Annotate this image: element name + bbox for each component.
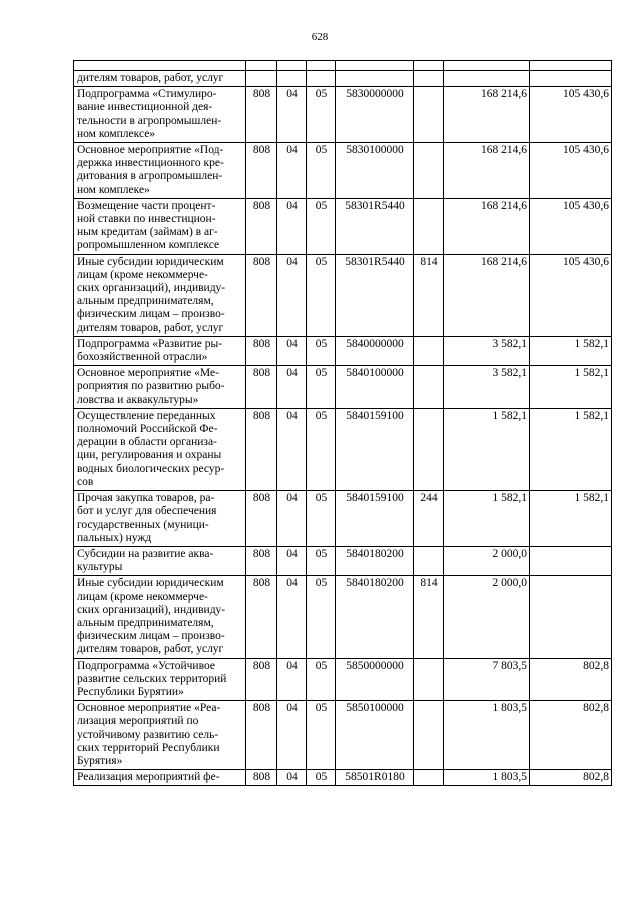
cell-ministry-code: 808 [246,198,277,254]
cell-amount-1: 1 582,1 [444,408,530,490]
cell-ministry-code: 808 [246,143,277,199]
cell-target-article: 5840159100 [336,491,414,547]
table-row [74,491,612,547]
page-number: 628 [311,31,329,43]
table-row [74,336,612,365]
cell-ministry-code: 808 [246,491,277,547]
cell-section-code: 04 [277,87,307,143]
cell-amount-2: 105 430,6 [530,254,612,336]
cell-expense-type [414,366,444,409]
cell-name: Подпрограмма «Устойчивое развитие сельских территорий Республики Бурятии» [74,658,246,701]
table-row [74,143,612,199]
cell-ministry-code: 808 [246,336,277,365]
cell-expense-type [414,408,444,490]
cell-name: Иные субсидии юридическим лицам (кроме некоммерче- ских организаций), индивиду- альным предпринимателям, физическим лицам – произво- дителям товаров, работ, услуг [74,576,246,658]
table-row [74,576,612,658]
cell-amount-1: 168 214,6 [444,198,530,254]
cell-target-article: 58301R5440 [336,198,414,254]
table-row [74,546,612,575]
cell-name: Подпрограмма «Развитие ры- бохозяйственной отрасли» [74,336,246,365]
table-row [74,701,612,770]
table-row [74,87,612,143]
cell-ministry-code: 808 [246,87,277,143]
cell-target-article: 58501R0180 [336,770,414,786]
cell-amount-2: 802,8 [530,658,612,701]
cell-amount-2: 1 582,1 [530,491,612,547]
cell-section-code: 04 [277,254,307,336]
cell-expense-type: 814 [414,254,444,336]
cell-target-article: 5840180200 [336,546,414,575]
cell-section-code: 04 [277,546,307,575]
table-spacer-row [74,61,612,71]
cell-amount-1: 168 214,6 [444,254,530,336]
cell-amount-2: 802,8 [530,701,612,770]
budget-table [73,60,612,786]
cell-ministry-code: 808 [246,408,277,490]
cell-amount-2: 105 430,6 [530,198,612,254]
cell-name: Иные субсидии юридическим лицам (кроме некоммерче- ских организаций), индивиду- альным предпринимателям, физическим лицам – произво- дителям товаров, работ, услуг [74,254,246,336]
cell-subsection-code: 05 [307,336,336,365]
cell-expense-type [414,770,444,786]
cell-name: Основное мероприятие «Реа- лизация мероприятий по устойчивому развитию сель- ских территорий Республики Бурятия» [74,701,246,770]
cell-amount-1: 168 214,6 [444,143,530,199]
cell-target-article: 5840180200 [336,576,414,658]
cell-section-code: 04 [277,336,307,365]
table-row [74,254,612,336]
cell-section-code: 04 [277,576,307,658]
cell-amount-1: 2 000,0 [444,546,530,575]
cell-expense-type [414,143,444,199]
cell-section-code: 04 [277,701,307,770]
cell-ministry-code: 808 [246,366,277,409]
cell-amount-1: 2 000,0 [444,576,530,658]
cell-name: Основное мероприятие «Под- держка инвестиционного кре- дитования в агропромышлен- ном комплеке» [74,143,246,199]
cell-target-article: 5830000000 [336,87,414,143]
cell-ministry-code: 808 [246,254,277,336]
cell-amount-1: 1 582,1 [444,491,530,547]
cell-name: Основное мероприятие «Ме- роприятия по развитию рыбо- ловства и аквакультуры» [74,366,246,409]
cell-target-article: 5850100000 [336,701,414,770]
table-row-continued [74,71,612,87]
table-row [74,198,612,254]
cell-amount-1: 1 803,5 [444,770,530,786]
cell-subsection-code: 05 [307,546,336,575]
cell-amount-2: 105 430,6 [530,143,612,199]
cell-expense-type: 244 [414,491,444,547]
cell-amount-1: 3 582,1 [444,366,530,409]
cell-name: Подпрограмма «Стимулиро- вание инвестиционной дея- тельности в агропромышлен- ном комплексе» [74,87,246,143]
cell-subsection-code: 05 [307,701,336,770]
cell-target-article: 58301R5440 [336,254,414,336]
cell-expense-type [414,546,444,575]
cell-name: Прочая закупка товаров, ра- бот и услуг для обеспечения государственных (муници- пальных) нужд [74,491,246,547]
cell-subsection-code: 05 [307,658,336,701]
cell-target-article: 5840159100 [336,408,414,490]
cell-amount-1: 1 803,5 [444,701,530,770]
table-row [74,408,612,490]
cell-section-code: 04 [277,491,307,547]
cell-amount-2: 105 430,6 [530,87,612,143]
table-row [74,658,612,701]
cell-subsection-code: 05 [307,198,336,254]
cell-subsection-code: 05 [307,366,336,409]
cell-expense-type [414,701,444,770]
cell-target-article: 5840100000 [336,366,414,409]
cell-expense-type [414,658,444,701]
cell-ministry-code: 808 [246,770,277,786]
cell-section-code: 04 [277,366,307,409]
cell-ministry-code: 808 [246,658,277,701]
cell-amount-2: 1 582,1 [530,336,612,365]
cell-ministry-code: 808 [246,546,277,575]
cell-expense-type [414,198,444,254]
cell-amount-2 [530,576,612,658]
cell-ministry-code: 808 [246,701,277,770]
cell-amount-2: 1 582,1 [530,408,612,490]
cell-amount-2 [530,546,612,575]
cell-name: Возмещение части процент- ной ставки по инвестицион- ным кредитам (займам) в аг- ропромышленном комплексе [74,198,246,254]
cell-target-article: 5840000000 [336,336,414,365]
cell-amount-1: 3 582,1 [444,336,530,365]
cell-section-code: 04 [277,658,307,701]
cell-section-code: 04 [277,770,307,786]
cell-name: Реализация мероприятий фе- [74,770,246,786]
cell-subsection-code: 05 [307,143,336,199]
cell-section-code: 04 [277,408,307,490]
cell-target-article: 5850000000 [336,658,414,701]
cell-subsection-code: 05 [307,770,336,786]
cell-expense-type: 814 [414,576,444,658]
cell-ministry-code: 808 [246,576,277,658]
table-row [74,366,612,409]
cell-amount-2: 1 582,1 [530,366,612,409]
cell-expense-type [414,87,444,143]
cell-name: Осуществление переданных полномочий Российской Фе- дерации в области организа- ции, регулирования и охраны водных биологических ресур- сов [74,408,246,490]
cell-target-article: 5830100000 [336,143,414,199]
cell-subsection-code: 05 [307,491,336,547]
cell-expense-type [414,336,444,365]
cell-subsection-code: 05 [307,408,336,490]
cell-subsection-code: 05 [307,254,336,336]
cell-section-code: 04 [277,198,307,254]
table-row [74,770,612,786]
cell-subsection-code: 05 [307,576,336,658]
cell-amount-1: 7 803,5 [444,658,530,701]
cell-amount-1: 168 214,6 [444,87,530,143]
cell-subsection-code: 05 [307,87,336,143]
cell-section-code: 04 [277,143,307,199]
cell-amount-2: 802,8 [530,770,612,786]
cell-name: дителям товаров, работ, услуг [74,71,246,87]
cell-name: Субсидии на развитие аква- культуры [74,546,246,575]
